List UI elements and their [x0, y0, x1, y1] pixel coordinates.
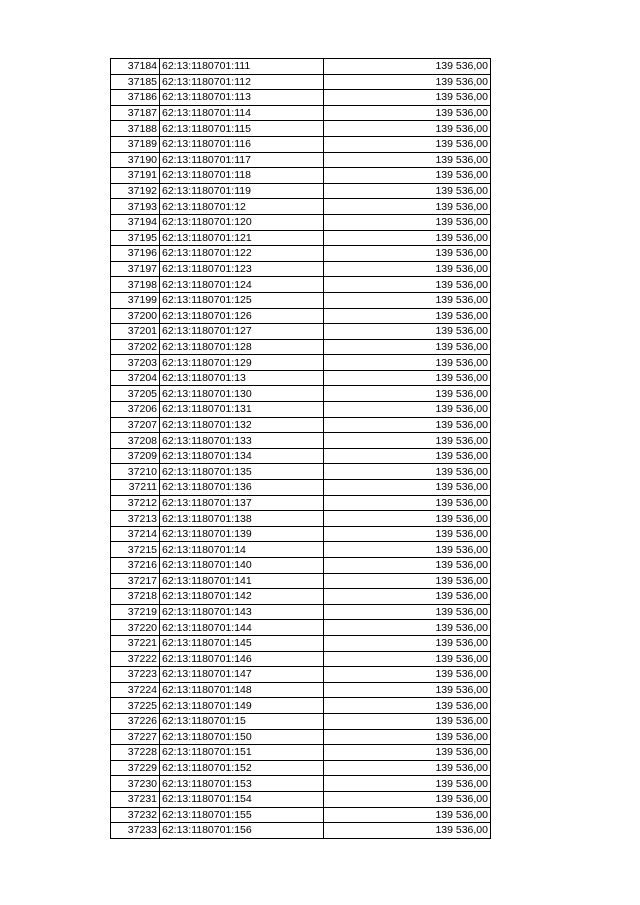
cadastral-number: 62:13:1180701:14 — [160, 542, 324, 558]
cadastral-number: 62:13:1180701:114 — [160, 105, 324, 121]
row-number: 37219 — [111, 604, 160, 620]
row-number: 37222 — [111, 651, 160, 667]
row-number: 37190 — [111, 152, 160, 168]
row-number: 37224 — [111, 682, 160, 698]
row-number: 37227 — [111, 729, 160, 745]
cadastral-number: 62:13:1180701:150 — [160, 729, 324, 745]
table-row — [111, 183, 491, 199]
table-row — [111, 355, 491, 371]
table-row — [111, 667, 491, 683]
row-number: 37223 — [111, 667, 160, 683]
cadastral-value: 139 536,00 — [324, 246, 491, 262]
cadastral-number: 62:13:1180701:121 — [160, 230, 324, 246]
cadastral-value: 139 536,00 — [324, 495, 491, 511]
cadastral-number: 62:13:1180701:146 — [160, 651, 324, 667]
cadastral-value: 139 536,00 — [324, 105, 491, 121]
cadastral-value: 139 536,00 — [324, 433, 491, 449]
row-number: 37185 — [111, 74, 160, 90]
row-number: 37204 — [111, 370, 160, 386]
row-number: 37230 — [111, 776, 160, 792]
table-row — [111, 511, 491, 527]
cadastral-value: 139 536,00 — [324, 90, 491, 106]
cadastral-number: 62:13:1180701:145 — [160, 635, 324, 651]
cadastral-number: 62:13:1180701:130 — [160, 386, 324, 402]
cadastral-value: 139 536,00 — [324, 682, 491, 698]
row-number: 37218 — [111, 589, 160, 605]
cadastral-value: 139 536,00 — [324, 183, 491, 199]
cadastral-number: 62:13:1180701:140 — [160, 558, 324, 574]
table-row — [111, 308, 491, 324]
cadastral-value: 139 536,00 — [324, 589, 491, 605]
row-number: 37196 — [111, 246, 160, 262]
cadastral-number: 62:13:1180701:138 — [160, 511, 324, 527]
table-row — [111, 464, 491, 480]
cadastral-value: 139 536,00 — [324, 339, 491, 355]
cadastral-number: 62:13:1180701:134 — [160, 448, 324, 464]
cadastral-number: 62:13:1180701:151 — [160, 745, 324, 761]
cadastral-value: 139 536,00 — [324, 667, 491, 683]
cadastral-number: 62:13:1180701:154 — [160, 791, 324, 807]
cadastral-number: 62:13:1180701:148 — [160, 682, 324, 698]
cadastral-number: 62:13:1180701:153 — [160, 776, 324, 792]
cadastral-number: 62:13:1180701:116 — [160, 136, 324, 152]
row-number: 37213 — [111, 511, 160, 527]
cadastral-value: 139 536,00 — [324, 526, 491, 542]
cadastral-value: 139 536,00 — [324, 324, 491, 340]
row-number: 37201 — [111, 324, 160, 340]
row-number: 37228 — [111, 745, 160, 761]
row-number: 37226 — [111, 713, 160, 729]
table-row — [111, 807, 491, 823]
cadastral-number: 62:13:1180701:126 — [160, 308, 324, 324]
cadastral-value: 139 536,00 — [324, 511, 491, 527]
cadastral-number: 62:13:1180701:13 — [160, 370, 324, 386]
cadastral-number: 62:13:1180701:129 — [160, 355, 324, 371]
cadastral-value: 139 536,00 — [324, 480, 491, 496]
cadastral-value: 139 536,00 — [324, 760, 491, 776]
row-number: 37220 — [111, 620, 160, 636]
table-row — [111, 620, 491, 636]
table-row — [111, 776, 491, 792]
cadastral-number: 62:13:1180701:118 — [160, 168, 324, 184]
cadastral-value: 139 536,00 — [324, 745, 491, 761]
table-row — [111, 59, 491, 75]
table-row — [111, 261, 491, 277]
row-number: 37232 — [111, 807, 160, 823]
cadastral-number: 62:13:1180701:141 — [160, 573, 324, 589]
cadastral-number: 62:13:1180701:111 — [160, 59, 324, 75]
row-number: 37207 — [111, 417, 160, 433]
cadastral-value: 139 536,00 — [324, 136, 491, 152]
row-number: 37229 — [111, 760, 160, 776]
cadastral-number: 62:13:1180701:131 — [160, 402, 324, 418]
table-row — [111, 277, 491, 293]
cadastral-value: 139 536,00 — [324, 635, 491, 651]
table-row — [111, 791, 491, 807]
row-number: 37191 — [111, 168, 160, 184]
table-row — [111, 448, 491, 464]
table-row — [111, 433, 491, 449]
row-number: 37215 — [111, 542, 160, 558]
cadastral-value: 139 536,00 — [324, 402, 491, 418]
table-row — [111, 480, 491, 496]
table-row — [111, 573, 491, 589]
table-row — [111, 823, 491, 839]
cadastral-number: 62:13:1180701:125 — [160, 292, 324, 308]
cadastral-value-table — [110, 58, 491, 839]
cadastral-number: 62:13:1180701:113 — [160, 90, 324, 106]
cadastral-number: 62:13:1180701:15 — [160, 713, 324, 729]
table-row — [111, 74, 491, 90]
row-number: 37210 — [111, 464, 160, 480]
cadastral-value: 139 536,00 — [324, 573, 491, 589]
cadastral-number: 62:13:1180701:137 — [160, 495, 324, 511]
table-row — [111, 745, 491, 761]
cadastral-value: 139 536,00 — [324, 308, 491, 324]
cadastral-value: 139 536,00 — [324, 277, 491, 293]
row-number: 37198 — [111, 277, 160, 293]
cadastral-number: 62:13:1180701:127 — [160, 324, 324, 340]
table-row — [111, 635, 491, 651]
row-number: 37184 — [111, 59, 160, 75]
cadastral-number: 62:13:1180701:128 — [160, 339, 324, 355]
row-number: 37200 — [111, 308, 160, 324]
row-number: 37206 — [111, 402, 160, 418]
cadastral-value: 139 536,00 — [324, 807, 491, 823]
row-number: 37187 — [111, 105, 160, 121]
cadastral-value: 139 536,00 — [324, 355, 491, 371]
cadastral-value: 139 536,00 — [324, 168, 491, 184]
cadastral-number: 62:13:1180701:142 — [160, 589, 324, 605]
table-row — [111, 386, 491, 402]
row-number: 37193 — [111, 199, 160, 215]
row-number: 37188 — [111, 121, 160, 137]
row-number: 37231 — [111, 791, 160, 807]
cadastral-value: 139 536,00 — [324, 152, 491, 168]
cadastral-value: 139 536,00 — [324, 261, 491, 277]
row-number: 37199 — [111, 292, 160, 308]
row-number: 37233 — [111, 823, 160, 839]
cadastral-value: 139 536,00 — [324, 74, 491, 90]
table-row — [111, 214, 491, 230]
cadastral-value: 139 536,00 — [324, 230, 491, 246]
row-number: 37195 — [111, 230, 160, 246]
cadastral-number: 62:13:1180701:133 — [160, 433, 324, 449]
table-row — [111, 542, 491, 558]
cadastral-value: 139 536,00 — [324, 698, 491, 714]
table-row — [111, 651, 491, 667]
table-row — [111, 729, 491, 745]
row-number: 37202 — [111, 339, 160, 355]
cadastral-value: 139 536,00 — [324, 542, 491, 558]
row-number: 37203 — [111, 355, 160, 371]
cadastral-number: 62:13:1180701:122 — [160, 246, 324, 262]
cadastral-value: 139 536,00 — [324, 729, 491, 745]
cadastral-number: 62:13:1180701:147 — [160, 667, 324, 683]
cadastral-number: 62:13:1180701:136 — [160, 480, 324, 496]
table-row — [111, 713, 491, 729]
row-number: 37211 — [111, 480, 160, 496]
cadastral-number: 62:13:1180701:139 — [160, 526, 324, 542]
cadastral-value: 139 536,00 — [324, 121, 491, 137]
table-row — [111, 136, 491, 152]
cadastral-value: 139 536,00 — [324, 199, 491, 215]
cadastral-value: 139 536,00 — [324, 776, 491, 792]
row-number: 37192 — [111, 183, 160, 199]
row-number: 37212 — [111, 495, 160, 511]
cadastral-number: 62:13:1180701:123 — [160, 261, 324, 277]
table-row — [111, 90, 491, 106]
cadastral-number: 62:13:1180701:120 — [160, 214, 324, 230]
row-number: 37186 — [111, 90, 160, 106]
table-row — [111, 760, 491, 776]
cadastral-value: 139 536,00 — [324, 448, 491, 464]
table-row — [111, 324, 491, 340]
table-row — [111, 105, 491, 121]
cadastral-number: 62:13:1180701:156 — [160, 823, 324, 839]
row-number: 37209 — [111, 448, 160, 464]
row-number: 37205 — [111, 386, 160, 402]
cadastral-number: 62:13:1180701:152 — [160, 760, 324, 776]
table-row — [111, 417, 491, 433]
cadastral-value: 139 536,00 — [324, 59, 491, 75]
cadastral-number: 62:13:1180701:117 — [160, 152, 324, 168]
table-row — [111, 370, 491, 386]
cadastral-number: 62:13:1180701:132 — [160, 417, 324, 433]
row-number: 37225 — [111, 698, 160, 714]
table-row — [111, 168, 491, 184]
table-row — [111, 495, 491, 511]
table-row — [111, 558, 491, 574]
table-row — [111, 121, 491, 137]
table-row — [111, 199, 491, 215]
table-row — [111, 589, 491, 605]
cadastral-value: 139 536,00 — [324, 370, 491, 386]
cadastral-value: 139 536,00 — [324, 417, 491, 433]
cadastral-value: 139 536,00 — [324, 823, 491, 839]
cadastral-value: 139 536,00 — [324, 214, 491, 230]
table-row — [111, 682, 491, 698]
cadastral-number: 62:13:1180701:149 — [160, 698, 324, 714]
row-number: 37217 — [111, 573, 160, 589]
cadastral-value: 139 536,00 — [324, 558, 491, 574]
table-body — [111, 59, 491, 839]
table-row — [111, 292, 491, 308]
cadastral-value: 139 536,00 — [324, 292, 491, 308]
table-row — [111, 526, 491, 542]
cadastral-value: 139 536,00 — [324, 464, 491, 480]
row-number: 37194 — [111, 214, 160, 230]
table-row — [111, 152, 491, 168]
cadastral-number: 62:13:1180701:143 — [160, 604, 324, 620]
cadastral-value: 139 536,00 — [324, 713, 491, 729]
table-row — [111, 246, 491, 262]
cadastral-number: 62:13:1180701:135 — [160, 464, 324, 480]
cadastral-value: 139 536,00 — [324, 791, 491, 807]
cadastral-value: 139 536,00 — [324, 651, 491, 667]
cadastral-value: 139 536,00 — [324, 386, 491, 402]
cadastral-number: 62:13:1180701:155 — [160, 807, 324, 823]
table-row — [111, 698, 491, 714]
row-number: 37214 — [111, 526, 160, 542]
cadastral-number: 62:13:1180701:124 — [160, 277, 324, 293]
table-row — [111, 402, 491, 418]
row-number: 37216 — [111, 558, 160, 574]
cadastral-value: 139 536,00 — [324, 620, 491, 636]
table-row — [111, 604, 491, 620]
cadastral-value: 139 536,00 — [324, 604, 491, 620]
cadastral-number: 62:13:1180701:12 — [160, 199, 324, 215]
cadastral-number: 62:13:1180701:112 — [160, 74, 324, 90]
cadastral-number: 62:13:1180701:115 — [160, 121, 324, 137]
row-number: 37189 — [111, 136, 160, 152]
row-number: 37208 — [111, 433, 160, 449]
cadastral-number: 62:13:1180701:144 — [160, 620, 324, 636]
table-row — [111, 230, 491, 246]
cadastral-number: 62:13:1180701:119 — [160, 183, 324, 199]
row-number: 37197 — [111, 261, 160, 277]
row-number: 37221 — [111, 635, 160, 651]
table-row — [111, 339, 491, 355]
